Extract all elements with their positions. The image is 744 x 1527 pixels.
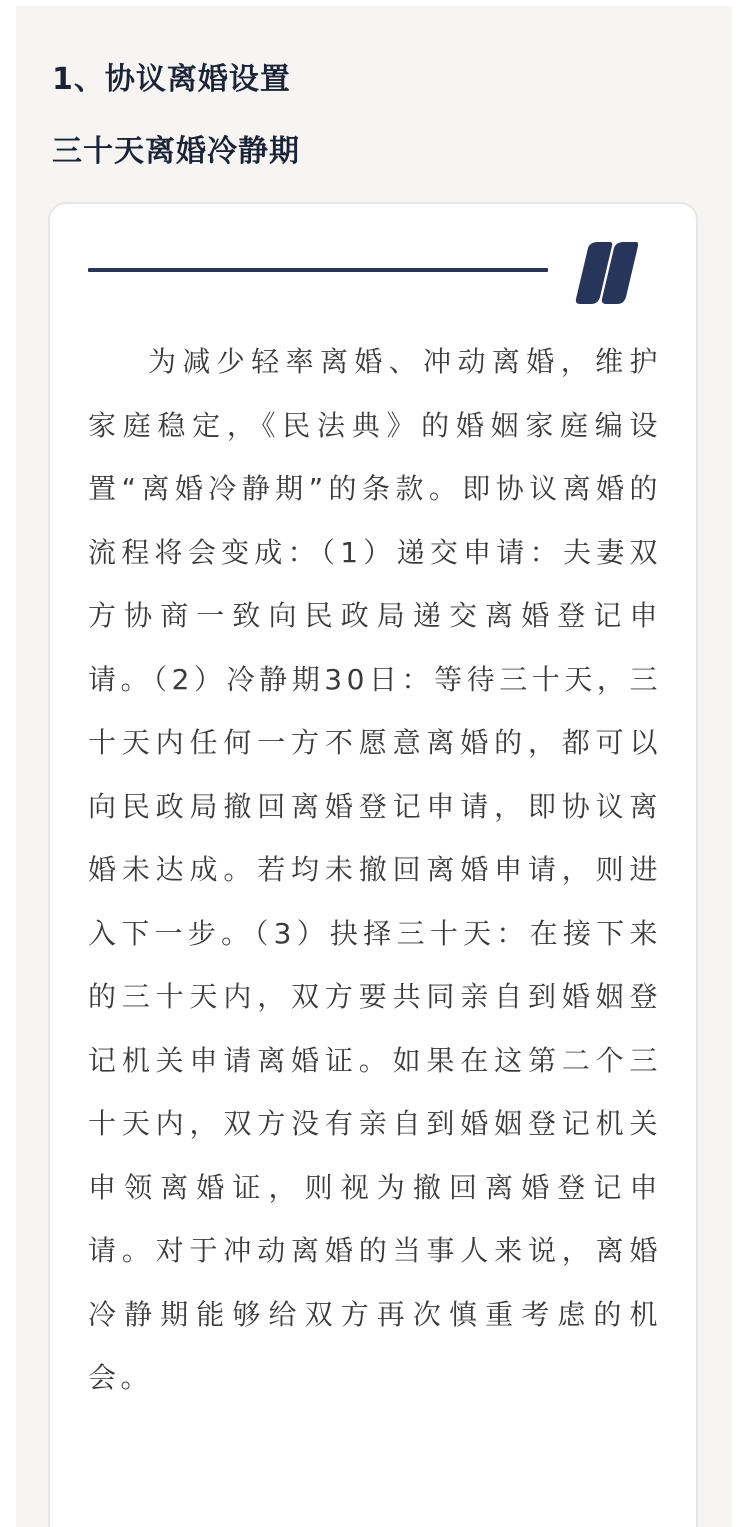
- quote-mark-icon: [574, 242, 638, 304]
- body-paragraph: 为减少轻率离婚、冲动离婚，维护家庭稳定，《民法典》的婚姻家庭编设置“离婚冷静期”的条款。即协议离婚的流程将会变成：（1）递交申请：夫妻双方协商一致向民政局递交离婚登记申请。（2）冷静期30日：等待三十天，三十天内任何一方不愿意离婚的，都可以向民政局撤回离婚登记申请，即协议离婚未达成。若均未撤回离婚申请，则进入下一步。（3）抉择三十天：在接下来的三十天内，双方要共同亲自到婚姻登记机关申请离婚证。如果在这第二个三十天内，双方没有亲自到婚姻登记机关申领离婚证，则视为撤回离婚登记申请。对于冲动离婚的当事人来说，离婚冷静期能够给双方再次慎重考虑的机会。: [88, 345, 662, 1394]
- divider-line: [88, 268, 548, 272]
- subsection-heading: 三十天离婚冷静期: [52, 134, 300, 169]
- section-heading: 1、协议离婚设置: [52, 62, 291, 97]
- quote-card: [48, 202, 698, 1527]
